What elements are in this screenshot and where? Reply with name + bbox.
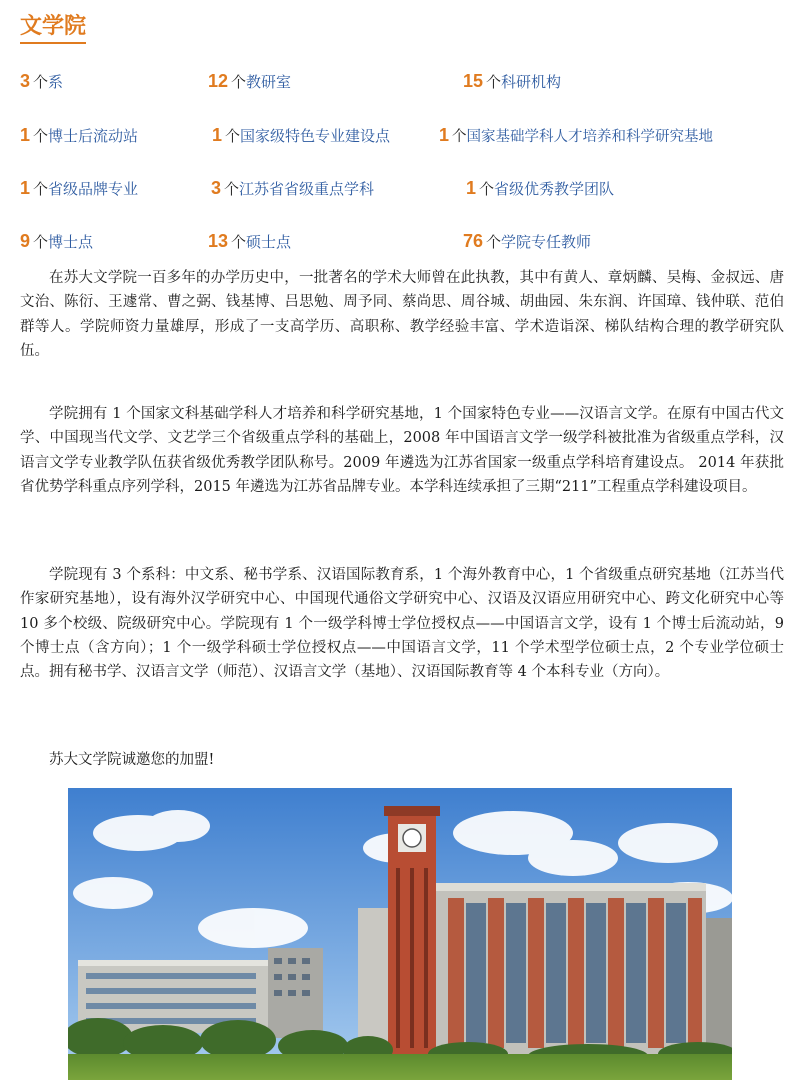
stat-unit: 个	[486, 73, 502, 91]
stat-label[interactable]: 教研室	[246, 73, 292, 91]
stat-departments	[20, 70, 63, 93]
stat-label[interactable]: 国家基础学科人才培养和科学研究基地	[466, 129, 714, 145]
stat-teaching-offices	[208, 70, 291, 93]
stat-number: 9	[20, 231, 31, 251]
stat-number: 13	[208, 231, 229, 251]
stat-number: 1	[466, 178, 477, 198]
stat-number: 1	[20, 178, 31, 198]
stat-label[interactable]: 江苏省省级重点学科	[239, 180, 375, 198]
stat-label[interactable]: 系	[48, 73, 64, 91]
intro-paragraph-structure: 学院现有 3 个系科：中文系、秘书学系、汉语国际教育系，1 个海外教育中心，1 个省级重点研究基地（江苏当代作家研究基地），设有海外汉学研究中心、中国现代通俗文学研究中心、汉语及汉语应用研究中心、跨文化研究中心等 10 多个校级、院级研究中心。学院现有 1 个一级学科博士学位授权点——中国语言文学，设有 1 个博士后流动站，9 个博士点（含方向）；1 个一级学科硕士学位授权点——中国语言文学，11 个学术型学位硕士点，2 个专业学位硕士点。拥有秘书学、汉语言文学（师范）、汉语言文学（基地）、汉语国际教育等 4 个本科专业（方向）。	[20, 567, 784, 681]
stat-teaching-team	[466, 177, 614, 200]
stat-unit: 个	[224, 180, 240, 198]
stat-postdoc-station	[20, 124, 138, 147]
stat-faculty	[463, 230, 591, 253]
stat-number: 15	[463, 71, 484, 91]
stat-number: 12	[208, 71, 229, 91]
stat-unit: 个	[225, 127, 241, 145]
stat-unit: 个	[479, 180, 495, 198]
stat-label[interactable]: 省级优秀教学团队	[494, 180, 615, 198]
stat-doctoral-programs	[20, 230, 93, 253]
stat-label[interactable]: 学院专任教师	[501, 233, 592, 251]
stat-number: 3	[211, 178, 222, 198]
stat-research-institutes	[463, 70, 561, 93]
stat-number: 1	[20, 125, 31, 145]
stat-unit: 个	[231, 73, 247, 91]
stat-number: 76	[463, 231, 484, 251]
stat-unit: 个	[452, 129, 467, 145]
stat-unit: 个	[486, 233, 502, 251]
closing-invitation: 苏大文学院诚邀您的加盟!	[49, 752, 215, 768]
stat-unit: 个	[231, 233, 247, 251]
stat-unit: 个	[33, 127, 49, 145]
stat-master-programs	[208, 230, 291, 253]
stat-number: 1	[439, 125, 450, 145]
stat-unit: 个	[33, 233, 49, 251]
stat-provincial-brand-major	[20, 177, 138, 200]
stat-key-disciplines	[211, 177, 374, 200]
stat-national-specialty	[212, 124, 390, 147]
stat-national-base	[439, 124, 713, 148]
stat-label[interactable]: 硕士点	[246, 233, 292, 251]
stat-unit: 个	[33, 180, 49, 198]
campus-photo	[68, 788, 732, 1080]
stat-label[interactable]: 省级品牌专业	[48, 180, 139, 198]
stat-number: 1	[212, 125, 223, 145]
stat-label[interactable]: 国家级特色专业建设点	[240, 127, 391, 145]
intro-paragraph-disciplines: 学院拥有 1 个国家文科基础学科人才培养和科学研究基地，1 个国家特色专业——汉语言文学。在原有中国古代文学、中国现当代文学、文艺学三个省级重点学科的基础上，2008 年中国语言文学一级学科被批准为省级重点学科，汉语言文学专业教学队伍获省级优秀教学团队称号。2009 年遴选为江苏省国家一级重点学科培育建设点。 2014 年获批省优势学科重点序列学科，2015 年遴选为江苏省品牌专业。本学科连续承担了三期“211”工程重点学科建设项目。	[20, 406, 784, 495]
stat-unit: 个	[33, 73, 49, 91]
stat-label[interactable]: 博士后流动站	[48, 127, 139, 145]
page-title: 文学院	[20, 14, 86, 44]
stat-number: 3	[20, 71, 31, 91]
intro-paragraph-history: 在苏大文学院一百多年的办学历史中，一批著名的学术大师曾在此执教，其中有黄人、章炳麟、吴梅、金叔远、唐文治、陈衍、王遽常、曹之弼、钱基博、吕思勉、周予同、蔡尚思、周谷城、胡曲园、朱东润、许国璋、钱仲联、范伯群等人。学院师资力量雄厚，形成了一支高学历、高职称、教学经验丰富、学术造诣深、梯队结构合理的教学研究队伍。	[20, 270, 784, 359]
stat-label[interactable]: 科研机构	[501, 73, 562, 91]
stat-label[interactable]: 博士点	[48, 233, 94, 251]
